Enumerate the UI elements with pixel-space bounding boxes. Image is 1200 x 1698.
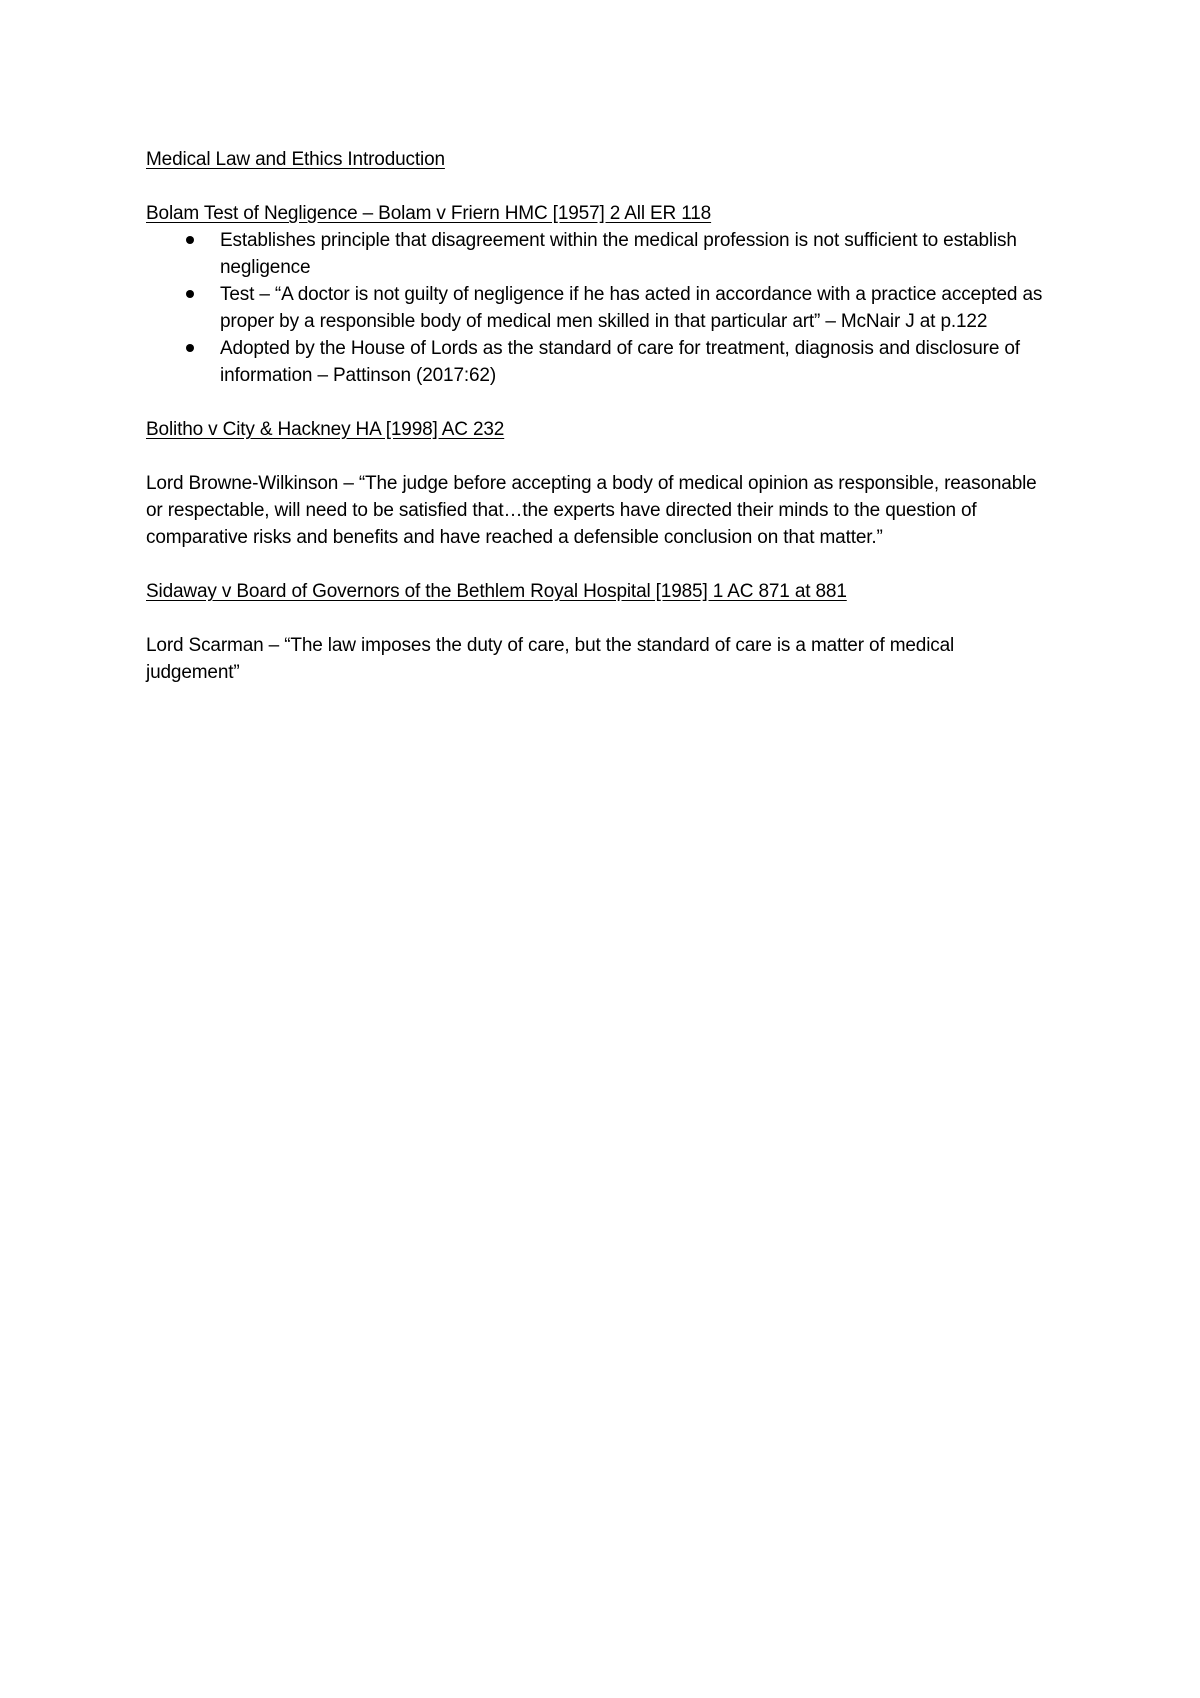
list-item-text: Establishes principle that disagreement within the medical profession is not sufficient to establish negligence <box>220 230 1017 278</box>
section-heading-sidaway: Sidaway v Board of Governors of the Bethlem Royal Hospital [1985] 1 AC 871 at 881 <box>146 581 847 602</box>
bullet-icon <box>186 236 194 244</box>
list-item <box>146 335 1046 389</box>
bolam-bullet-list <box>146 227 1046 389</box>
list-item-text: Test – “A doctor is not guilty of negligence if he has acted in accordance with a practice accepted as proper by a responsible body of medical men skilled in that particular art” – McNair J at p.122 <box>220 284 1043 332</box>
document-title: Medical Law and Ethics Introduction <box>146 149 445 170</box>
list-item-text: Adopted by the House of Lords as the standard of care for treatment, diagnosis and disclosure of information – Pattinson (2017:62) <box>220 338 1020 386</box>
list-item <box>146 281 1046 335</box>
bolitho-paragraph: Lord Browne-Wilkinson – “The judge before accepting a body of medical opinion as responsible, reasonable or respectable, will need to be satisfied that…the experts have directed their minds to the question of comparative risks and benefits and have reached a defensible conclusion on that matter.” <box>146 473 1037 548</box>
document-page <box>146 146 1046 686</box>
sidaway-paragraph: Lord Scarman – “The law imposes the duty of care, but the standard of care is a matter of medical judgement” <box>146 635 955 683</box>
section-heading-bolitho: Bolitho v City & Hackney HA [1998] AC 232 <box>146 419 505 440</box>
bullet-icon <box>186 344 194 352</box>
list-item <box>146 227 1046 281</box>
bullet-icon <box>186 290 194 298</box>
section-heading-bolam: Bolam Test of Negligence – Bolam v Friern HMC [1957] 2 All ER 118 <box>146 203 712 224</box>
